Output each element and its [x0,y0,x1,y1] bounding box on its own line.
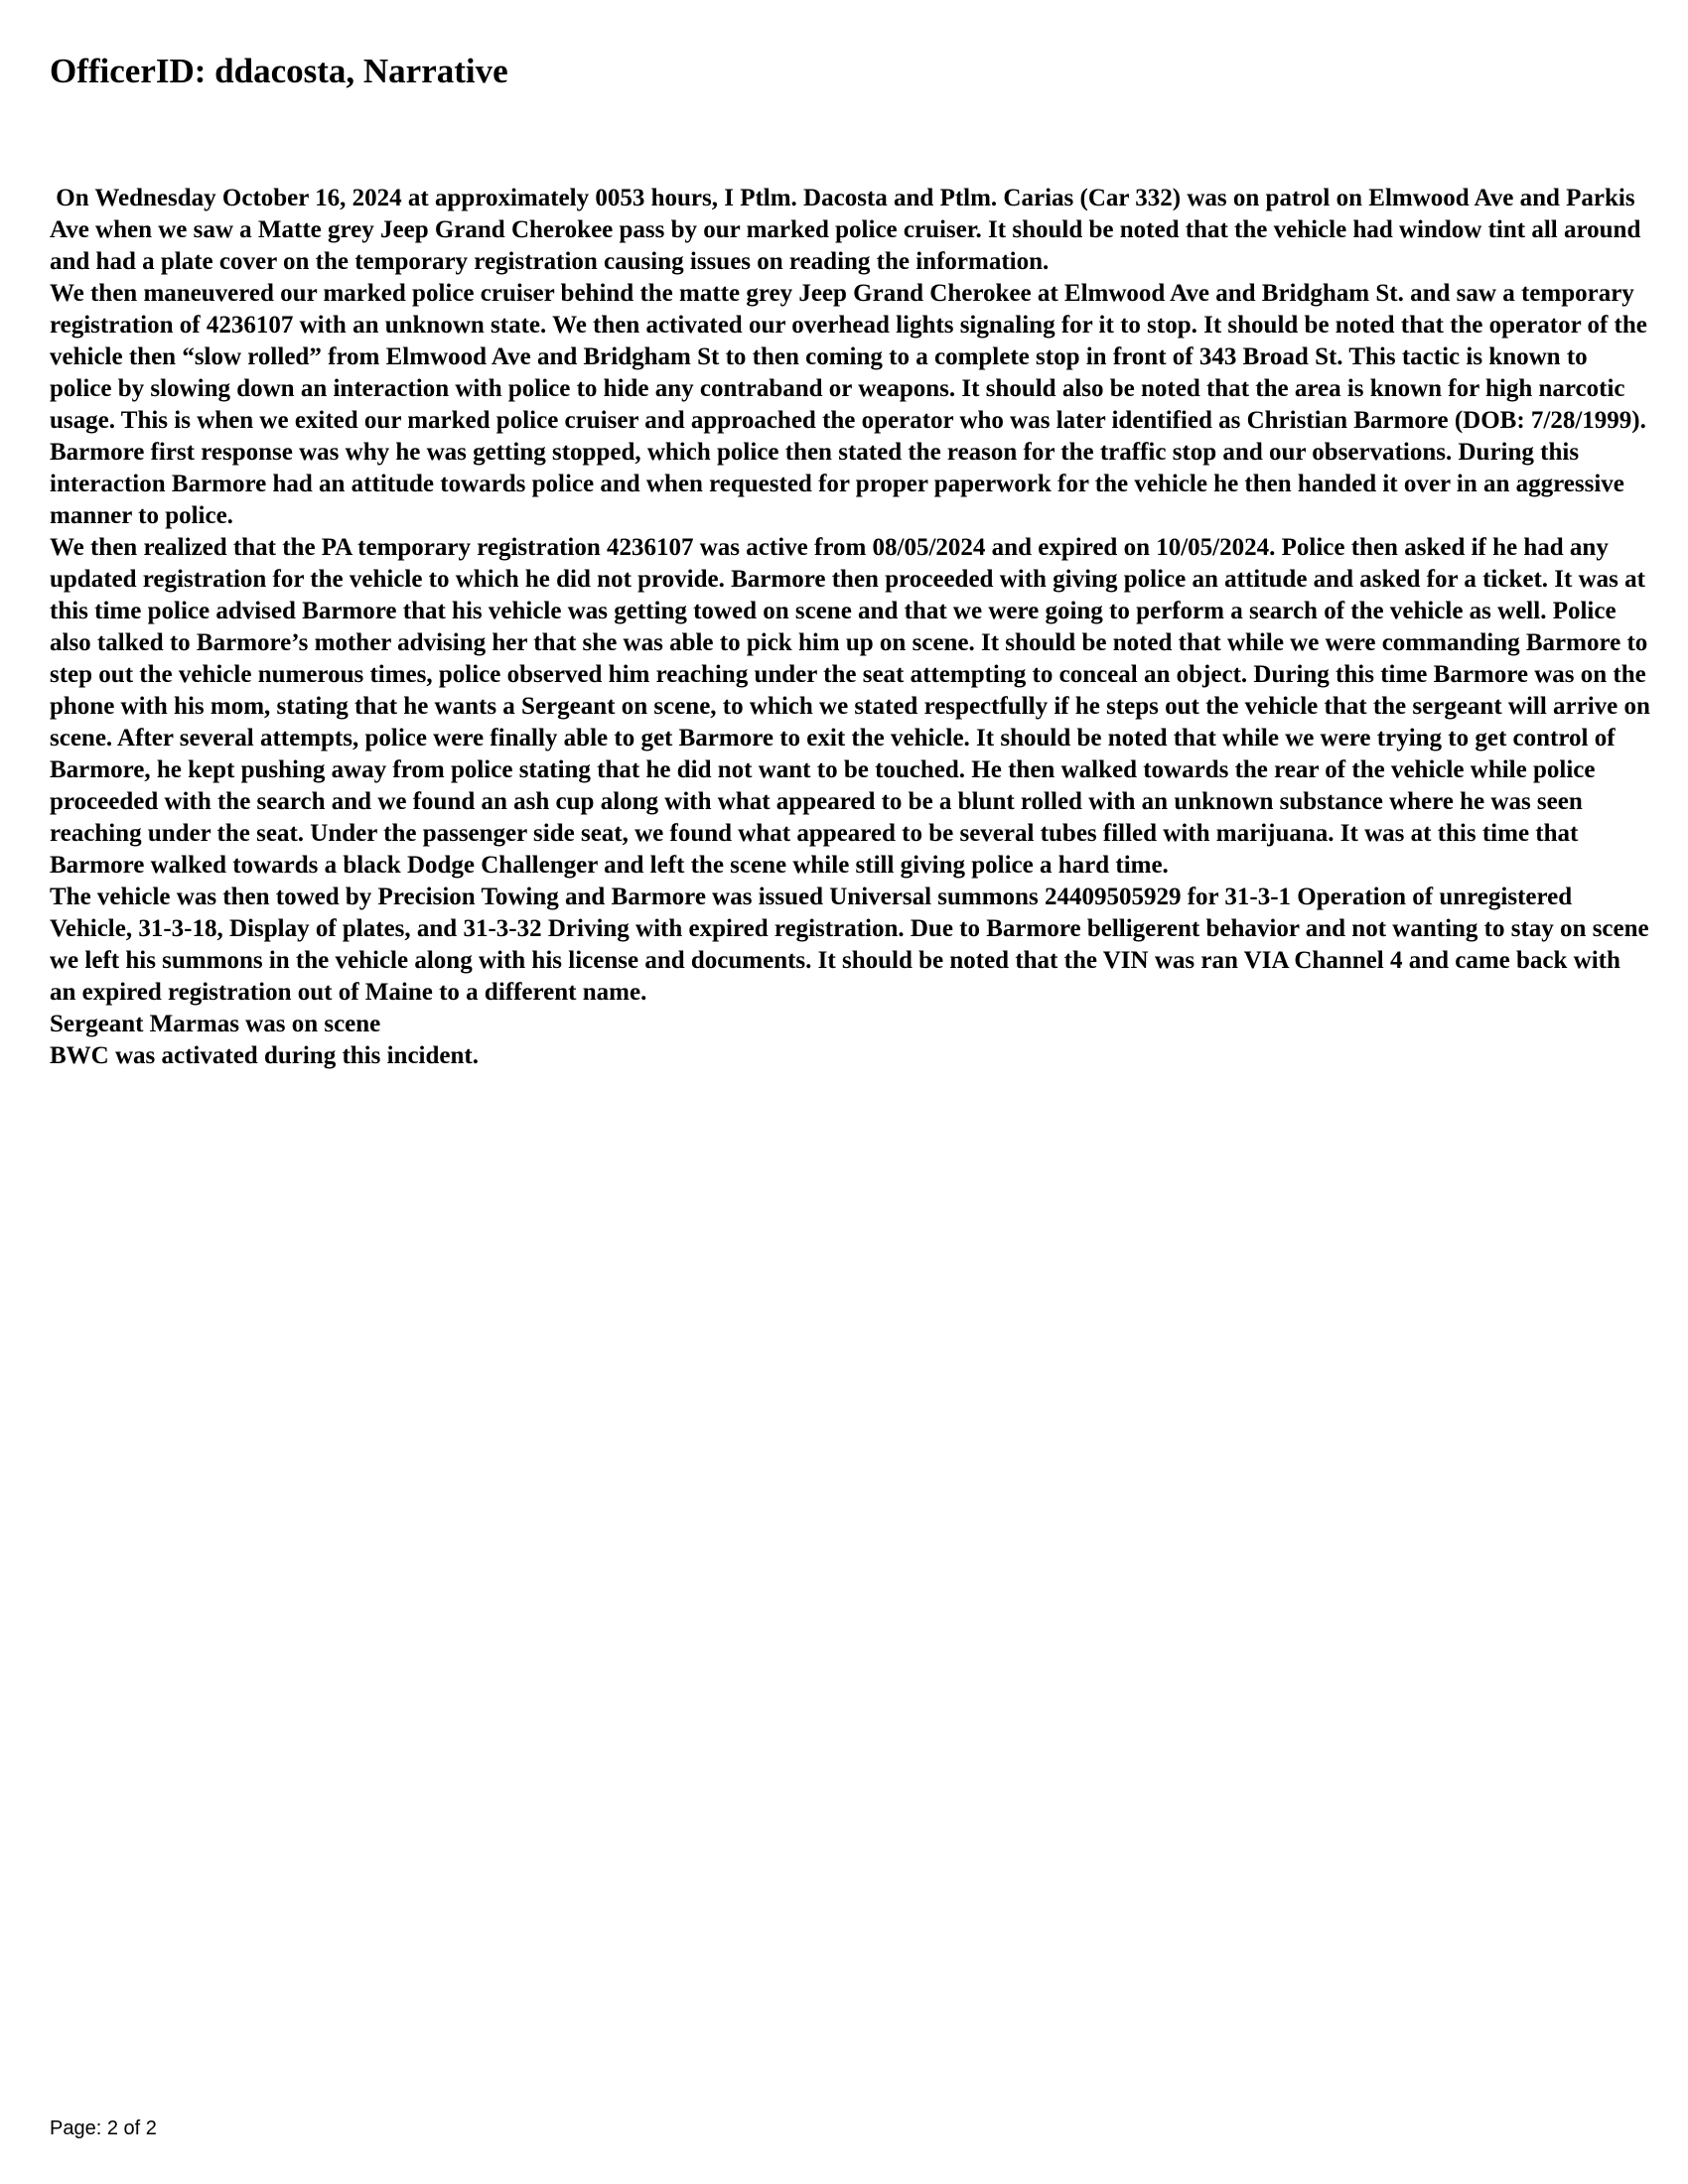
page-number: Page: 2 of 2 [50,2117,157,2139]
narrative-paragraph: We then realized that the PA temporary registration 4236107 was active from 08/05/2024 and expired on 10/05/2024. Police then asked if he had any updated registration for the vehicle to which he did not provide. Barmore then proceeded with giving police an attitude and asked for a ticket. It was at this time police advised Barmore that his vehicle was getting towed on scene and that we were going to perform a search of the vehicle as well. Police also talked to Barmore’s mother advising her that she was able to pick him up on scene. It should be noted that while we were commanding Barmore to step out the vehicle numerous times, police observed him reaching under the seat attempting to conceal an object. During this time Barmore was on the phone with his mom, stating that he wants a Sergeant on scene, to which we stated respectfully if he steps out the vehicle that the sergeant will arrive on scene. After several attempts, police were finally able to get Barmore to exit the vehicle. It should be noted that while we were trying to get control of Barmore, he kept pushing away from police stating that he did not want to be touched. He then walked towards the rear of the vehicle while police proceeded with the search and we found an ash cup along with what appeared to be a blunt rolled with an unknown substance where he was seen reaching under the seat. Under the passenger side seat, we found what appeared to be several tubes filled with marijuana. It was at this time that Barmore walked towards a black Dodge Challenger and left the scene while still giving police a hard time. [50,534,1650,879]
narrative-paragraph: BWC was activated during this incident. [50,1042,479,1069]
narrative-body [50,183,1650,1072]
narrative-paragraph: We then maneuvered our marked police cruiser behind the matte grey Jeep Grand Cherokee at Elmwood Ave and Bridgham St. and saw a temporary registration of 4236107 with an unknown state. We then activated our overhead lights signaling for it to stop. It should be noted that the operator of the vehicle then “slow rolled” from Elmwood Ave and Bridgham St to then coming to a complete stop in front of 343 Broad St. This tactic is known to police by slowing down an interaction with police to hide any contraband or weapons. It should also be noted that the area is known for high narcotic usage. This is when we exited our marked police cruiser and approached the operator who was later identified as Christian Barmore (DOB: 7/28/1999). Barmore first response was why he was getting stopped, which police then stated the reason for the traffic stop and our observations. During this interaction Barmore had an attitude towards police and when requested for proper paperwork for the vehicle he then handed it over in an aggressive manner to police. [50,280,1647,529]
narrative-paragraph: On Wednesday October 16, 2024 at approximately 0053 hours, I Ptlm. Dacosta and Ptlm. Carias (Car 332) was on patrol on Elmwood Ave and Parkis Ave when we saw a Matte grey Jeep Grand Cherokee pass by our marked police cruiser. It should be noted that the vehicle had window tint all around and had a plate cover on the temporary registration causing issues on reading the information. [50,185,1647,275]
narrative-paragraph: Sergeant Marmas was on scene [50,1011,381,1037]
narrative-paragraph: The vehicle was then towed by Precision Towing and Barmore was issued Universal summons 24409505929 for 31-3-1 Operation of unregistered Vehicle, 31-3-18, Display of plates, and 31-3-32 Driving with expired registration. Due to Barmore belligerent behavior and not wanting to stay on scene we left his summons in the vehicle along with his license and documents. It should be noted that the VIN was ran VIA Channel 4 and came back with an expired registration out of Maine to a different name. [50,884,1649,1006]
page-title: OfficerID: ddacosta, Narrative [50,52,508,90]
